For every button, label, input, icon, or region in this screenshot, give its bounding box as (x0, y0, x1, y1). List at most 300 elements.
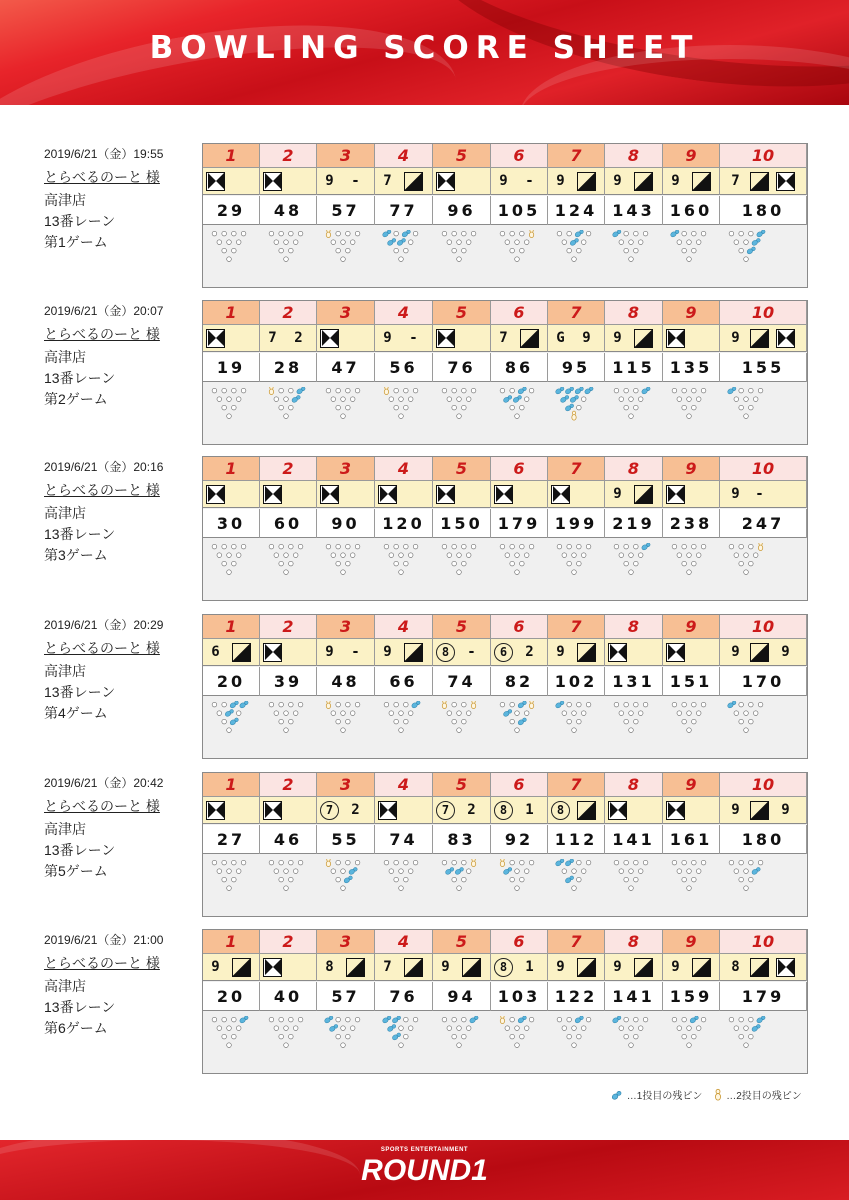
knocked-pin (520, 248, 525, 253)
knocked-pin (634, 231, 639, 236)
knocked-pin (682, 702, 687, 707)
knocked-pin (581, 1026, 586, 1031)
pin-diagram (266, 701, 306, 757)
game-info (44, 933, 163, 1039)
knocked-pin (572, 869, 577, 874)
knocked-pin (298, 1017, 303, 1022)
knocked-pin (567, 231, 572, 236)
spare-mark (634, 329, 653, 348)
game-date: 2019/6/21（金）20:16 (44, 460, 164, 474)
frame-score: 102 (548, 667, 605, 696)
first-throw-pin (469, 1016, 479, 1024)
second-throw-pin (269, 387, 273, 395)
pin-diagram (439, 230, 479, 286)
frame-number: 10 (720, 301, 807, 325)
knocked-pin (284, 711, 289, 716)
knocked-pin (739, 405, 744, 410)
knocked-pin (749, 1017, 754, 1022)
player-name[interactable]: とらべるのーと 様 (44, 955, 160, 971)
first-throw-pin (517, 387, 527, 395)
frame-balls (260, 954, 317, 981)
knocked-pin (289, 719, 294, 724)
pin-diagram (497, 1016, 537, 1072)
frame-score: 124 (548, 196, 605, 225)
knocked-pin (462, 544, 467, 549)
knocked-pin (284, 240, 289, 245)
knocked-pin (572, 257, 577, 262)
ball-mark: 9 (671, 173, 680, 189)
ball-mark: 9 (499, 173, 508, 189)
knocked-pin (562, 553, 567, 558)
game-block (0, 300, 849, 450)
footer-tagline: SPORTS ENTERTAINMENT (380, 1147, 469, 1153)
knocked-pin (341, 886, 346, 891)
frame-score: 112 (548, 825, 605, 854)
first-throw-pin (517, 701, 527, 709)
frame-number: 5 (433, 457, 491, 481)
knocked-pin (692, 860, 697, 865)
knocked-pin (696, 240, 701, 245)
ball-mark: 2 (525, 644, 534, 660)
pin-diagram (669, 859, 709, 915)
ball-mark: 7 (383, 173, 392, 189)
pin-diagram (497, 859, 537, 915)
second-throw-pin (529, 230, 533, 238)
frame-balls (317, 639, 375, 666)
spare-mark (462, 958, 481, 977)
frame-number: 6 (491, 301, 548, 325)
pin-diagram-svg (439, 701, 479, 735)
pin-row (203, 539, 807, 601)
knocked-pin (269, 231, 274, 236)
knocked-pin (355, 544, 360, 549)
first-throw-pin (670, 230, 680, 238)
knocked-pin (634, 1034, 639, 1039)
header-banner (0, 0, 849, 105)
frame-number: 4 (375, 773, 433, 797)
knocked-pin (744, 1043, 749, 1048)
frame-number: 7 (548, 930, 605, 954)
ball-mark: 9 (556, 173, 565, 189)
frame-score: 60 (260, 509, 317, 538)
frame-score: 40 (260, 982, 317, 1011)
strike-mark (263, 485, 282, 504)
first-throw-pin (391, 1016, 401, 1024)
first-throw-pin (727, 701, 737, 709)
first-throw-pin (387, 1023, 397, 1032)
knocked-pin (394, 388, 399, 393)
first-throw-pin (756, 230, 766, 238)
first-throw-pin (560, 394, 570, 403)
knocked-pin (682, 388, 687, 393)
knocked-pin (577, 860, 582, 865)
knocked-pin (510, 1034, 515, 1039)
first-throw-pin (343, 875, 353, 884)
knocked-pin (734, 240, 739, 245)
knocked-pin (326, 544, 331, 549)
knocked-pin (404, 544, 409, 549)
frame-number: 1 (203, 615, 260, 639)
knocked-pin (581, 553, 586, 558)
first-throw-pin (641, 387, 651, 395)
knocked-pin (634, 877, 639, 882)
strike-mark (776, 958, 795, 977)
knocked-pin (567, 702, 572, 707)
lane-number: 13番レーン (44, 842, 116, 858)
spare-mark (577, 958, 596, 977)
knocked-pin (682, 231, 687, 236)
pin-legend (610, 1087, 802, 1104)
knocked-pin (524, 711, 529, 716)
knocked-pin (452, 702, 457, 707)
frame-balls (203, 168, 260, 195)
knocked-pin (687, 711, 692, 716)
knocked-pin (734, 397, 739, 402)
game-date: 2019/6/21（金）21:00 (44, 933, 164, 947)
knocked-pin (408, 711, 413, 716)
pin-diagram-svg (209, 701, 249, 735)
knocked-pin (510, 1017, 515, 1022)
pin-diagram (726, 1016, 766, 1072)
frame-balls (491, 797, 548, 824)
knocked-pin (457, 711, 462, 716)
knocked-pin (289, 1017, 294, 1022)
knocked-pin (629, 553, 634, 558)
pin-diagram (611, 387, 651, 443)
pin-diagram-svg (726, 859, 766, 893)
frame-score: 141 (605, 982, 663, 1011)
knocked-pin (394, 702, 399, 707)
game-meta (44, 976, 163, 1039)
knocked-pin (577, 719, 582, 724)
game-info (44, 618, 163, 724)
frame-number: 8 (605, 457, 663, 481)
knocked-pin (457, 397, 462, 402)
knocked-pin (241, 544, 246, 549)
first-throw-pin (574, 387, 584, 395)
knocked-pin (586, 231, 591, 236)
pin-diagram-svg (669, 387, 709, 421)
pin-row (203, 697, 807, 759)
knocked-pin (529, 860, 534, 865)
strike-mark (436, 172, 455, 191)
pin-diagram-svg (266, 387, 306, 421)
frame-score: 179 (720, 982, 807, 1011)
knocked-pin (572, 570, 577, 575)
knocked-pin (341, 240, 346, 245)
knocked-pin (212, 1017, 217, 1022)
frame-score: 120 (375, 509, 433, 538)
knocked-pin (269, 544, 274, 549)
frame-number: 9 (663, 457, 720, 481)
pin-diagram-svg (266, 230, 306, 264)
frame-number: 9 (663, 773, 720, 797)
knocked-pin (232, 561, 237, 566)
knocked-pin (442, 388, 447, 393)
frame-balls (663, 639, 720, 666)
frame-balls (375, 168, 433, 195)
ball-mark: - (467, 644, 476, 660)
ball-mark: G (556, 330, 565, 346)
second-throw-pin (326, 230, 330, 238)
knocked-pin (462, 388, 467, 393)
knocked-pin (293, 869, 298, 874)
knocked-pin (643, 702, 648, 707)
knocked-pin (346, 702, 351, 707)
knocked-pin (744, 257, 749, 262)
knocked-pin (749, 231, 754, 236)
pin-diagram (209, 543, 249, 599)
pin-diagram-svg (726, 701, 766, 735)
knocked-pin (350, 397, 355, 402)
knocked-pin (739, 1034, 744, 1039)
knocked-pin (408, 553, 413, 558)
frame-number: 3 (317, 301, 375, 325)
frame-balls (203, 325, 260, 352)
ball-mark: 9 (613, 959, 622, 975)
knocked-pin (269, 860, 274, 865)
ball-row (203, 639, 807, 666)
pin-diagram-svg (497, 230, 537, 264)
frame-score: 141 (605, 825, 663, 854)
pin-diagram-svg (611, 230, 651, 264)
knocked-pin (729, 231, 734, 236)
pin-diagram-svg (726, 387, 766, 421)
knocked-pin (638, 1026, 643, 1031)
frame-balls (548, 481, 605, 508)
second-throw-pin (442, 701, 446, 709)
knocked-pin (696, 553, 701, 558)
knocked-pin (341, 1043, 346, 1048)
knocked-pin (677, 869, 682, 874)
frame-number: 9 (663, 615, 720, 639)
pin-diagram-svg (439, 1016, 479, 1050)
frame-score: 90 (317, 509, 375, 538)
first-throw-pin (574, 230, 584, 238)
frame-balls (720, 954, 807, 981)
knocked-pin (336, 405, 341, 410)
frame-score: 115 (605, 353, 663, 382)
pin-diagram-svg (669, 230, 709, 264)
game-meta (44, 347, 163, 410)
player-name[interactable]: とらべるのーと 様 (44, 482, 160, 498)
knocked-pin (682, 405, 687, 410)
game-meta (44, 190, 163, 253)
frame-number: 4 (375, 930, 433, 954)
knocked-pin (567, 719, 572, 724)
knocked-pin (293, 553, 298, 558)
pin-diagram (554, 1016, 594, 1072)
player-name[interactable]: とらべるのーと 様 (44, 640, 160, 656)
second-throw-pin (471, 859, 475, 867)
frame-balls (433, 481, 491, 508)
knocked-pin (457, 886, 462, 891)
knocked-pin (749, 860, 754, 865)
knocked-pin (624, 388, 629, 393)
knocked-pin (384, 544, 389, 549)
knocked-pin (562, 711, 567, 716)
knocked-pin (289, 231, 294, 236)
pin-diagram (497, 387, 537, 443)
knocked-pin (643, 231, 648, 236)
knocked-pin (394, 248, 399, 253)
first-throw-pin (517, 1016, 527, 1024)
knocked-pin (524, 240, 529, 245)
pin-diagram-svg (497, 387, 537, 421)
knocked-pin (749, 544, 754, 549)
player-name[interactable]: とらべるのーと 様 (44, 326, 160, 342)
second-throw-pin-icon (713, 1088, 723, 1104)
knocked-pin (749, 405, 754, 410)
knocked-pin (279, 1034, 284, 1039)
first-throw-pin (396, 237, 406, 246)
frame-score: 28 (260, 353, 317, 382)
game-block (0, 614, 849, 764)
frame-balls (491, 168, 548, 195)
frame-balls (317, 797, 375, 824)
pin-diagram-svg (554, 387, 594, 421)
frame-score: 135 (663, 353, 720, 382)
knocked-pin (227, 1043, 232, 1048)
first-throw-pin (503, 708, 513, 717)
knocked-pin (634, 405, 639, 410)
split-mark: 7 (320, 801, 339, 820)
knocked-pin (413, 1017, 418, 1022)
knocked-pin (274, 869, 279, 874)
knocked-pin (624, 719, 629, 724)
knocked-pin (227, 257, 232, 262)
knocked-pin (701, 702, 706, 707)
knocked-pin (581, 869, 586, 874)
ball-mark: - (755, 486, 764, 502)
player-name[interactable]: とらべるのーと 様 (44, 169, 160, 185)
lane-number: 13番レーン (44, 526, 116, 542)
knocked-pin (389, 711, 394, 716)
pin-diagram (611, 1016, 651, 1072)
ball-mark: 8 (325, 959, 334, 975)
knocked-pin (471, 544, 476, 549)
frame-number: 1 (203, 301, 260, 325)
knocked-pin (466, 553, 471, 558)
knocked-pin (298, 231, 303, 236)
pin-diagram (554, 701, 594, 757)
second-throw-pin (572, 411, 576, 420)
strike-mark (320, 329, 339, 348)
knocked-pin (399, 414, 404, 419)
knocked-pin (619, 397, 624, 402)
knocked-pin (394, 544, 399, 549)
knocked-pin (687, 886, 692, 891)
frame-balls (548, 954, 605, 981)
knocked-pin (701, 231, 706, 236)
knocked-pin (289, 544, 294, 549)
pin-diagram-svg (611, 859, 651, 893)
strike-mark (206, 801, 225, 820)
pin-row (203, 383, 807, 445)
first-throw-pin (229, 717, 239, 726)
game-block (0, 143, 849, 293)
knocked-pin (692, 248, 697, 253)
knocked-pin (222, 1017, 227, 1022)
frame-score: 48 (317, 667, 375, 696)
spare-mark (750, 329, 769, 348)
knocked-pin (457, 240, 462, 245)
knocked-pin (341, 414, 346, 419)
strike-mark (378, 801, 397, 820)
player-name[interactable]: とらべるのーと 様 (44, 798, 160, 814)
knocked-pin (734, 869, 739, 874)
split-mark: 8 (494, 958, 513, 977)
knocked-pin (466, 711, 471, 716)
ball-mark: 9 (383, 330, 392, 346)
frame-balls (375, 481, 433, 508)
knocked-pin (389, 553, 394, 558)
pin-diagram-svg (439, 230, 479, 264)
frame-balls (720, 797, 807, 824)
ball-mark: 9 (582, 330, 591, 346)
knocked-pin (350, 553, 355, 558)
knocked-pin (687, 728, 692, 733)
pin-diagram (554, 230, 594, 286)
knocked-pin (692, 388, 697, 393)
game-meta (44, 819, 163, 882)
pin-diagram-svg (554, 230, 594, 264)
frame-score: 122 (548, 982, 605, 1011)
store-name: 高津店 (44, 821, 86, 837)
lane-number: 13番レーン (44, 684, 116, 700)
frame-number: 5 (433, 615, 491, 639)
knocked-pin (749, 877, 754, 882)
knocked-pin (510, 719, 515, 724)
frame-score: 56 (375, 353, 433, 382)
knocked-pin (457, 553, 462, 558)
ball-mark: 9 (211, 959, 220, 975)
knocked-pin (293, 1026, 298, 1031)
knocked-pin (404, 405, 409, 410)
knocked-pin (404, 877, 409, 882)
knocked-pin (515, 414, 520, 419)
knocked-pin (236, 711, 241, 716)
pin-diagram-svg (669, 1016, 709, 1050)
pin-row (203, 226, 807, 288)
knocked-pin (638, 397, 643, 402)
frame-score: 159 (663, 982, 720, 1011)
pin-diagram-svg (554, 701, 594, 735)
spare-mark (750, 643, 769, 662)
frame-number: 7 (548, 144, 605, 168)
knocked-pin (404, 388, 409, 393)
knocked-pin (634, 702, 639, 707)
lane-number: 13番レーン (44, 213, 116, 229)
spare-mark (634, 958, 653, 977)
knocked-pin (442, 860, 447, 865)
first-throw-pin (612, 230, 622, 238)
knocked-pin (279, 248, 284, 253)
frame-balls (260, 639, 317, 666)
knocked-pin (562, 240, 567, 245)
ball-mark: 1 (525, 959, 534, 975)
frame-number: 4 (375, 615, 433, 639)
knocked-pin (341, 553, 346, 558)
knocked-pin (572, 1043, 577, 1048)
store-name: 高津店 (44, 505, 86, 521)
knocked-pin (462, 1034, 467, 1039)
frame-number: 2 (260, 144, 317, 168)
frame-balls (433, 797, 491, 824)
knocked-pin (394, 877, 399, 882)
frame-score: 74 (433, 667, 491, 696)
knocked-pin (384, 702, 389, 707)
